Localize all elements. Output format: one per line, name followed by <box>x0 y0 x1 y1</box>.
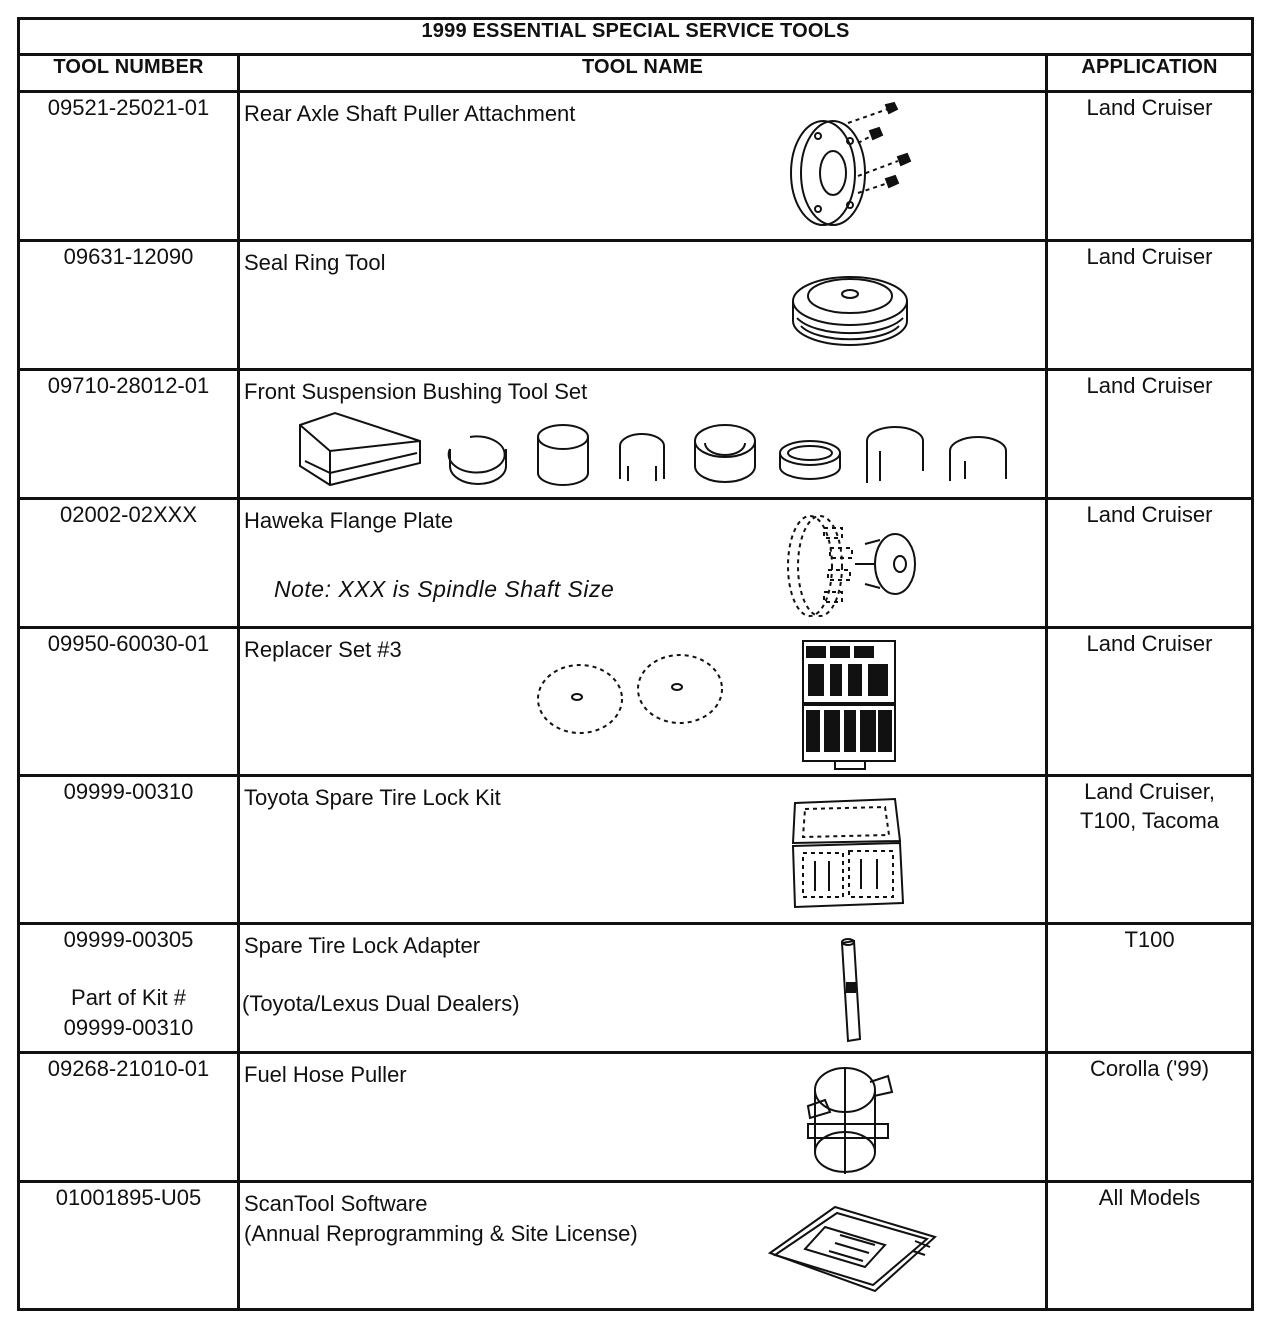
tool-number-cell: 01001895-U05 <box>19 1182 239 1310</box>
tool-number-cell: 02002-02XXX <box>19 499 239 628</box>
kit-number: 09999-00310 <box>63 1015 194 1040</box>
application-line: T100, Tacoma <box>1080 808 1220 833</box>
application-cell: Land Cruiser <box>1047 370 1253 499</box>
application-cell: Land Cruiser <box>1047 241 1253 370</box>
application-cell: Land Cruiser <box>1047 499 1253 628</box>
tool-name-cell <box>239 241 1047 370</box>
tool-name: ScanTool Software <box>244 1191 428 1216</box>
tool-name: Rear Axle Shaft Puller Attachment <box>244 101 576 126</box>
fuel-hose-puller-icon <box>800 1062 900 1177</box>
tool-name-cell <box>239 1182 1047 1310</box>
application-cell: T100 <box>1047 924 1253 1053</box>
table-title: 1999 ESSENTIAL SPECIAL SERVICE TOOLS <box>19 19 1253 55</box>
tool-name: Replacer Set #3 <box>244 637 402 662</box>
tool-note: Note: XXX is Spindle Shaft Size <box>274 576 615 602</box>
flange-plate-icon <box>780 508 930 623</box>
tool-name: Front Suspension Bushing Tool Set <box>244 379 588 404</box>
tool-name: Fuel Hose Puller <box>244 1062 407 1087</box>
seal-ring-icon <box>785 256 915 356</box>
tool-name: Toyota Spare Tire Lock Kit <box>244 785 501 810</box>
table-row <box>19 1182 1253 1310</box>
table-row <box>19 924 1253 1053</box>
tool-name-cell <box>239 924 1047 1053</box>
tool-name-cell <box>239 776 1047 924</box>
table-row <box>19 499 1253 628</box>
application-cell: All Models <box>1047 1182 1253 1310</box>
table-row <box>19 92 1253 241</box>
application-cell: Corolla ('99) <box>1047 1053 1253 1182</box>
tool-number: 09999-00305 <box>63 927 194 952</box>
tool-name-cell <box>239 499 1047 628</box>
tool-number-cell: 09268-21010-01 <box>19 1053 239 1182</box>
application-cell: Land Cruiser <box>1047 92 1253 241</box>
tool-name-cell <box>239 1053 1047 1182</box>
tool-name: Spare Tire Lock Adapter <box>244 933 481 958</box>
table-row <box>19 1053 1253 1182</box>
application-line: Land Cruiser, <box>1084 779 1215 804</box>
tool-name-cell <box>239 628 1047 776</box>
tool-name: Seal Ring Tool <box>244 250 386 275</box>
tool-name-sub: (Annual Reprogramming & Site License) <box>244 1221 638 1246</box>
lock-adapter-icon <box>830 937 870 1047</box>
tool-name-cell <box>239 370 1047 499</box>
tool-number-cell <box>19 924 239 1053</box>
software-card-icon <box>765 1205 940 1295</box>
tool-number-cell: 09631-12090 <box>19 241 239 370</box>
table-row <box>19 776 1253 924</box>
header-application: APPLICATION <box>1047 55 1253 92</box>
application-cell <box>1047 776 1253 924</box>
tool-name-cell <box>239 92 1047 241</box>
tool-name-sub: (Toyota/Lexus Dual Dealers) <box>242 991 520 1016</box>
table-row <box>19 370 1253 499</box>
special-service-tools-table <box>17 17 1254 1311</box>
tool-name: Haweka Flange Plate <box>244 508 454 533</box>
table-row <box>19 241 1253 370</box>
axle-puller-flange-icon <box>778 101 928 231</box>
replacer-set-icon <box>535 637 935 772</box>
kit-note: Part of Kit # <box>71 985 186 1010</box>
table-row <box>19 628 1253 776</box>
tool-number-cell: 09999-00310 <box>19 776 239 924</box>
tool-number-cell: 09710-28012-01 <box>19 370 239 499</box>
application-cell: Land Cruiser <box>1047 628 1253 776</box>
header-tool-name: TOOL NAME <box>239 55 1047 92</box>
bushing-tool-set-icon <box>295 411 1015 491</box>
tool-number-cell: 09521-25021-01 <box>19 92 239 241</box>
tool-number-cell: 09950-60030-01 <box>19 628 239 776</box>
tire-lock-kit-icon <box>785 791 910 911</box>
header-tool-number: TOOL NUMBER <box>19 55 239 92</box>
